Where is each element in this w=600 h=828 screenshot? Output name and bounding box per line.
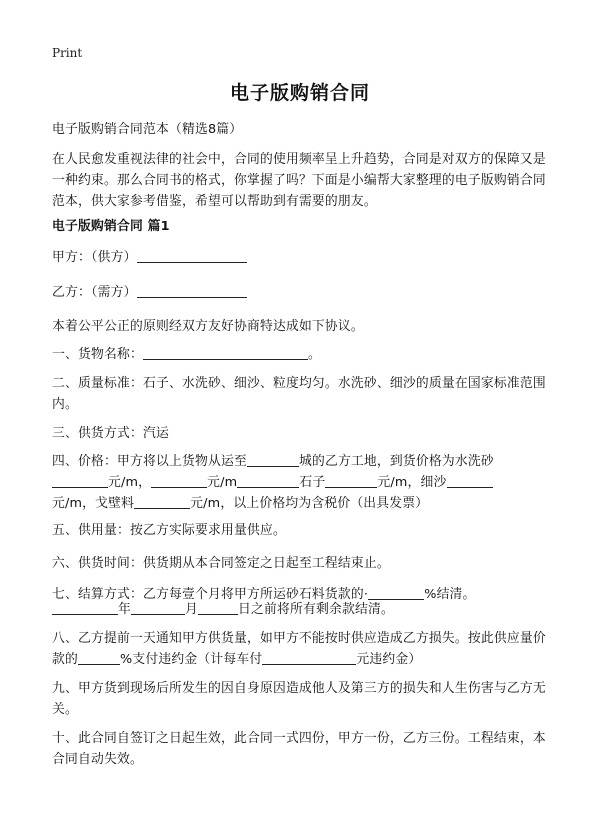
clause-7-part-b: %结清。 xyxy=(424,587,476,602)
document-subtitle: 电子版购销合同范本（精选8篇） xyxy=(52,122,243,137)
clause-7-month: 月 xyxy=(185,602,198,617)
penalty-percent-blank xyxy=(78,650,120,665)
clause-8-part-b: %支付违约金（计每车付 xyxy=(120,652,263,667)
price-blank-2 xyxy=(151,473,207,488)
price-blank-3 xyxy=(237,473,299,488)
clause-4-part-d: 元/m xyxy=(207,475,238,490)
preamble: 本着公平公正的原则经双方友好协商特达成如下协议。 xyxy=(52,319,364,334)
clause-8-part-c: 元违约金） xyxy=(356,652,422,667)
clause-4-part-a: 四、价格：甲方将以上货物从运至 xyxy=(52,454,247,469)
clause-4-part-f: 元/m，细沙 xyxy=(377,475,447,490)
party-b-blank xyxy=(137,283,247,298)
clause-4-line-3 xyxy=(52,493,552,514)
clause-8 xyxy=(52,628,552,670)
settlement-percent-blank xyxy=(368,585,424,600)
clause-7-line-2 xyxy=(52,599,552,620)
month-blank xyxy=(131,600,185,615)
day-blank xyxy=(198,600,238,615)
clause-4-line-1 xyxy=(52,451,552,472)
party-b-label: 乙方：（需方） xyxy=(52,285,137,300)
clause-1 xyxy=(52,344,552,365)
clause-7-year: 年 xyxy=(118,602,131,617)
clause-1-label: 一、货物名称： xyxy=(52,347,143,362)
clause-4-part-e: 石子 xyxy=(299,475,326,490)
fine-sand-price-blank xyxy=(447,473,493,488)
clause-4-line-2 xyxy=(52,472,552,493)
clause-4-part-b: 城的乙方工地，到货价格为水洗砂 xyxy=(298,454,494,469)
party-a-label: 甲方：（供方） xyxy=(52,250,137,265)
clause-4-part-c: 元/m， xyxy=(108,475,152,490)
gravel-price-blank xyxy=(325,473,377,488)
party-a-blank xyxy=(137,248,247,263)
print-link[interactable]: Print xyxy=(52,46,83,60)
section-heading: 电子版购销合同 篇1 xyxy=(52,219,170,234)
document-title: 电子版购销合同 xyxy=(229,82,370,104)
washed-sand-price-blank xyxy=(52,473,108,488)
clause-1-end: 。 xyxy=(307,347,321,362)
clause-9: 九、甲方货到现场后所发生的因自身原因造成他人及第三方的损失和人生伤害与乙方无关。 xyxy=(52,681,546,717)
clause-10: 十、此合同自签订之日起生效，此合同一式四份，甲方一份，乙方三份。工程结束，本合同自动失效。 xyxy=(52,731,546,767)
origin-blank xyxy=(247,452,299,467)
clause-4-part-h: 元/m，以上价格均为含税价（出具发票） xyxy=(190,496,429,511)
clause-4-part-g: 元/m，戈壁料 xyxy=(52,496,135,511)
clause-2: 二、质量标准：石子、水洗砂、细沙、粒度均匀。水洗砂、细沙的质量在国家标准范围内。 xyxy=(52,376,546,412)
party-a-line xyxy=(52,247,552,268)
clause-7-part-e: 日之前将所有剩余款结清。 xyxy=(238,602,394,617)
per-truck-penalty-blank xyxy=(262,650,356,665)
gobi-price-blank xyxy=(134,494,190,509)
intro-paragraph: 在人民愈发重视法律的社会中，合同的使用频率呈上升趋势，合同是对双方的保障又是一种约束。那么合同书的格式，你掌握了吗？下面是小编帮大家整理的电子版购销合同范本，供大家参考借鉴，希望可以帮助到有需要的朋友。 xyxy=(52,152,546,209)
clause-5: 五、供用量：按乙方实际要求用量供应。 xyxy=(52,523,286,538)
year-blank xyxy=(52,600,118,615)
goods-name-blank xyxy=(143,345,308,360)
clause-3: 三、供货方式：汽运 xyxy=(52,426,169,441)
clause-6: 六、供货时间：供货期从本合同签定之日起至工程结束止。 xyxy=(52,556,390,571)
clause-8-part-a: 八、乙方提前一天通知甲方供货量，如甲方不能按时供应造成乙方损失。按此供应量价款的 xyxy=(52,631,546,667)
clause-7-part-a: 七、结算方式：乙方每壹个月将甲方所运砂石料货款的· xyxy=(52,587,369,602)
party-b-line xyxy=(52,282,552,303)
